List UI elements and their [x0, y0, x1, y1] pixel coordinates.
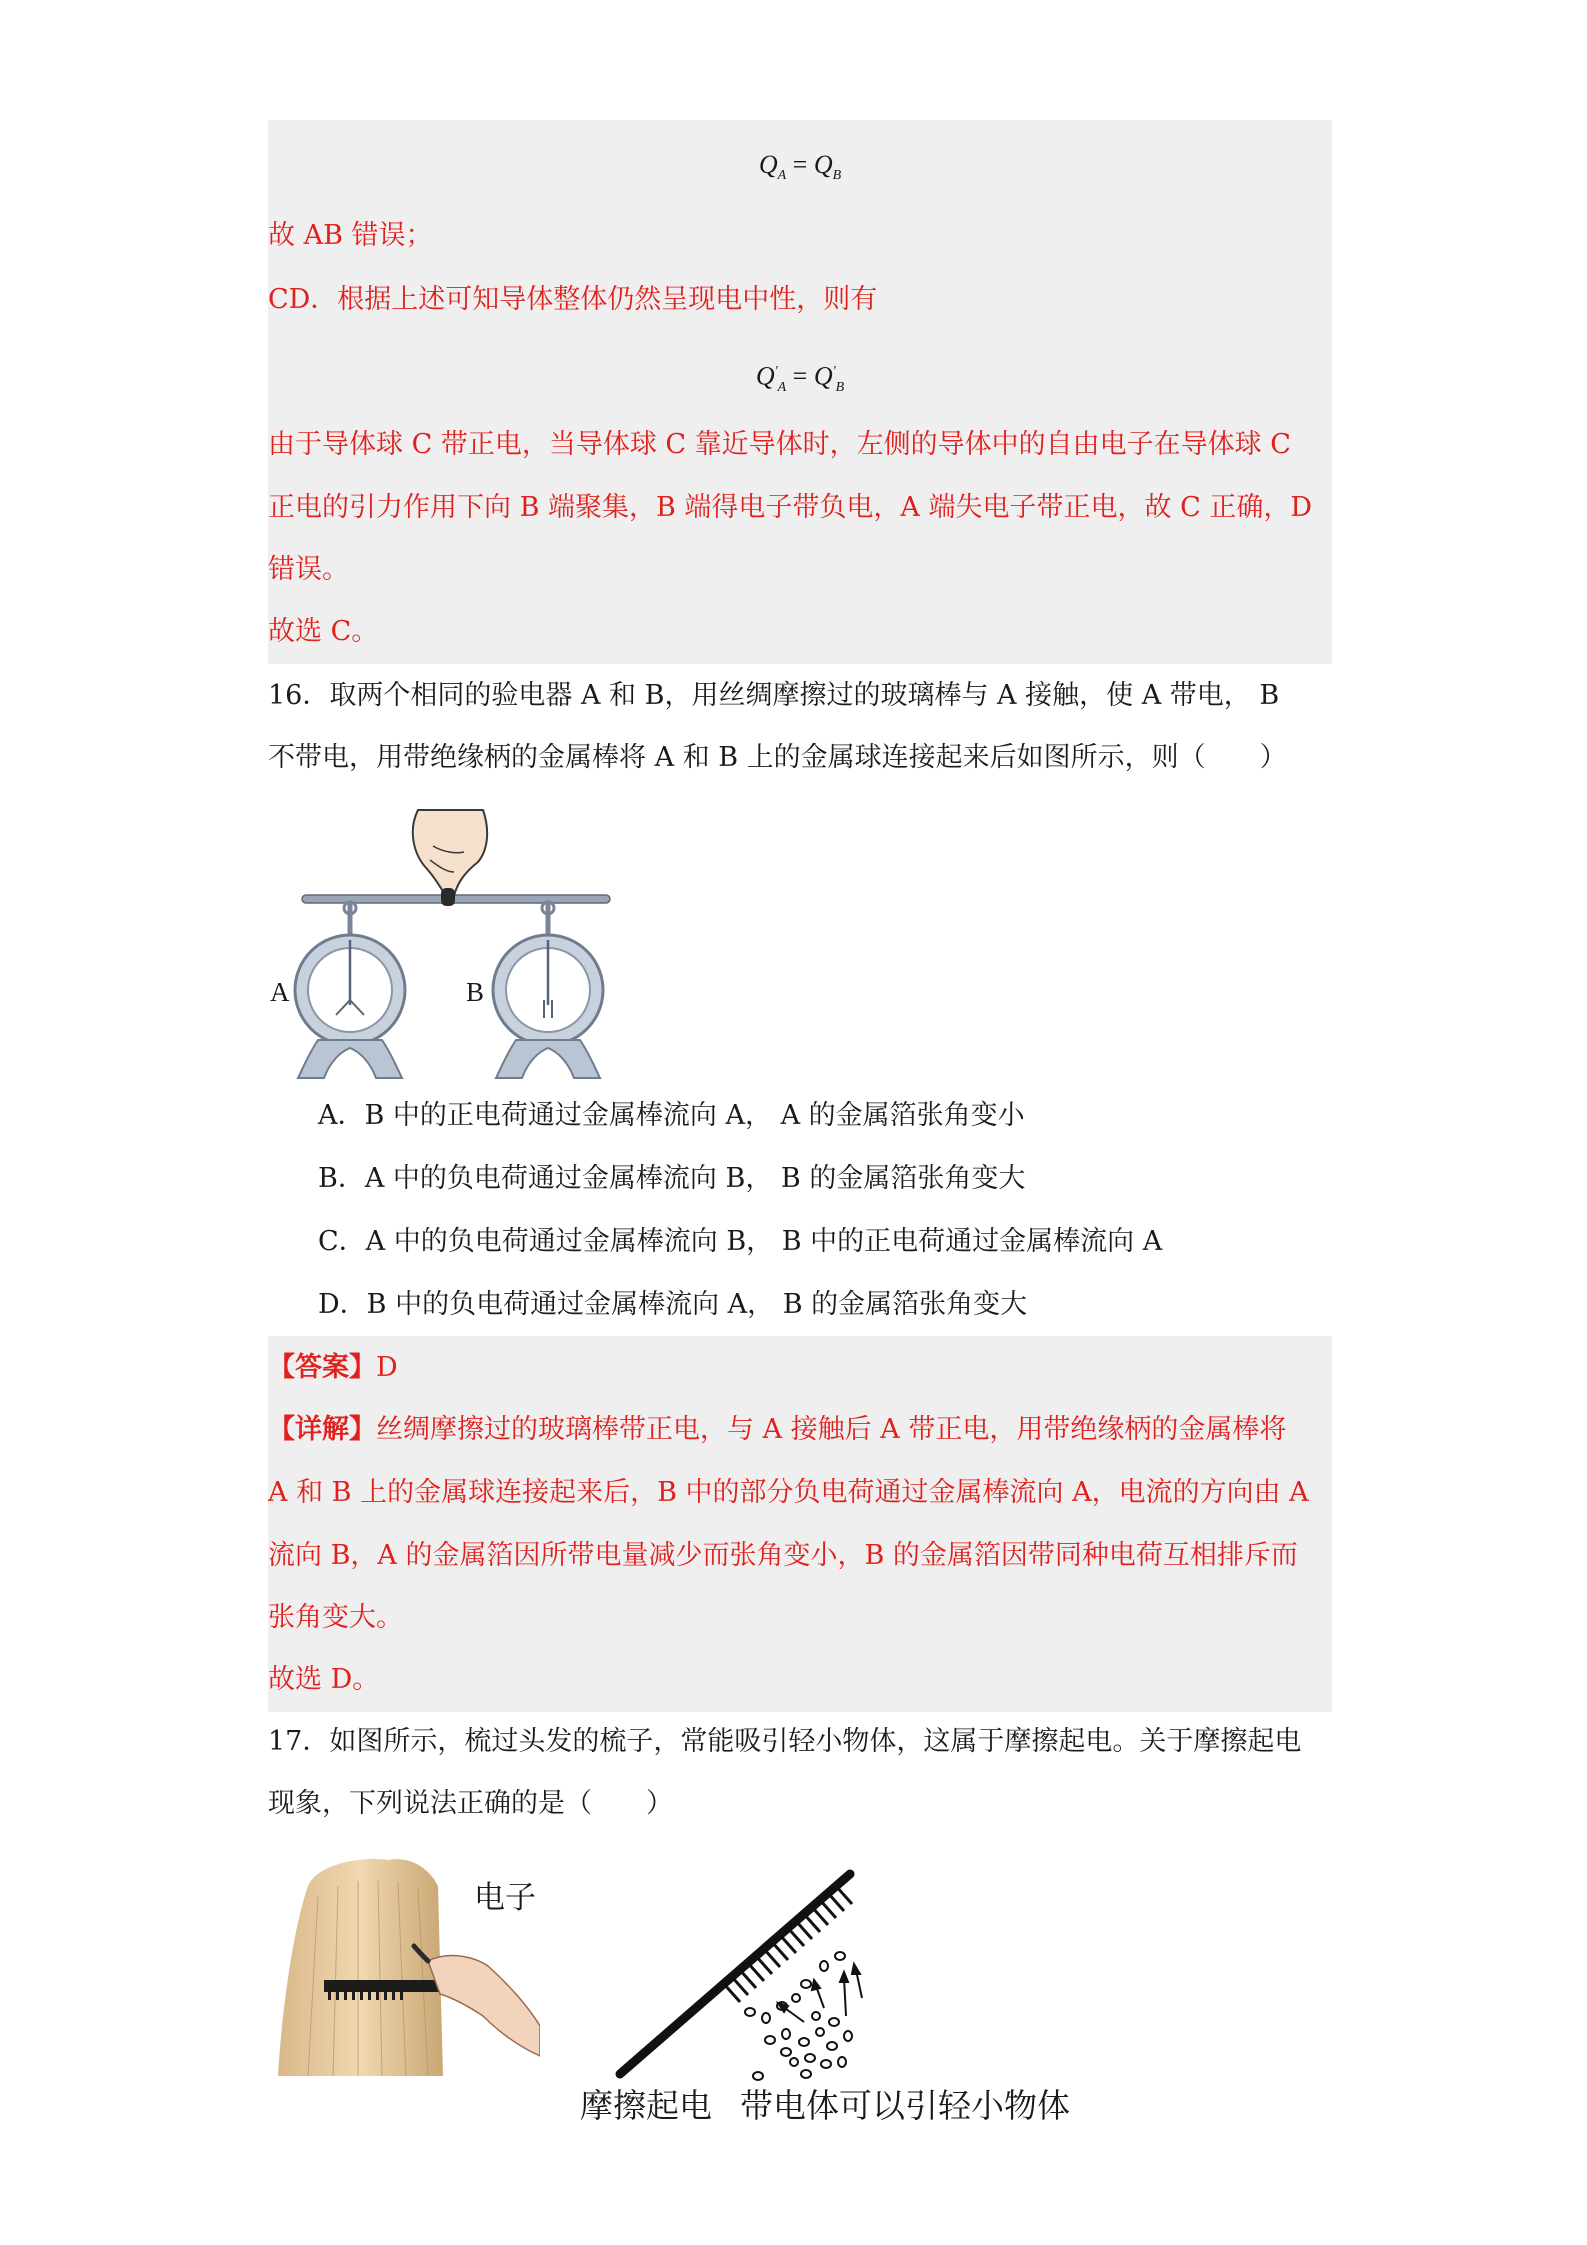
question-16-stem: 不带电，用带绝缘柄的金属棒将 A 和 B 上的金属球连接起来后如图所示，则（ ）: [268, 742, 1287, 773]
solution-line: 由于导体球 C 带正电，当导体球 C 靠近导体时，左侧的导体中的自由电子在导体球 C: [268, 429, 1291, 460]
solution-conclusion: 故选 C。: [268, 616, 379, 647]
detail-line: A 和 B 上的金属球连接起来后，B 中的部分负电荷通过金属棒流向 A，电流的方向由 A: [268, 1477, 1309, 1508]
solution-line: 正电的引力作用下向 B 端聚集，B 端得电子带负电，A 端失电子带正电，故 C 正确，D: [268, 492, 1312, 523]
option-b[interactable]: B．A 中的负电荷通过金属棒流向 B， B 的金属箔张角变大: [318, 1163, 1026, 1194]
comb-teeth: [724, 1886, 852, 2002]
answer-value: D: [376, 1352, 398, 1383]
figure-label-b: B: [466, 977, 485, 1007]
option-c[interactable]: C．A 中的负电荷通过金属棒流向 B， B 中的正电荷通过金属棒流向 A: [318, 1226, 1163, 1257]
comb-attraction-diagram: [610, 1866, 910, 2092]
question-16-stem: 16．取两个相同的验电器 A 和 B，用丝绸摩擦过的玻璃棒与 A 接触，使 A 带电， B: [268, 680, 1280, 711]
solution-line: 错误。: [268, 554, 349, 585]
hand-icon: [413, 810, 487, 906]
hand-icon: [428, 1956, 540, 2056]
detail-line: 张角变大。: [268, 1602, 403, 1633]
question-17-stem: 17．如图所示，梳过头发的梳子，常能吸引轻小物体，这属于摩擦起电。关于摩擦起电: [268, 1726, 1302, 1757]
electroscope-b: [493, 902, 603, 1078]
electroscope-a: [295, 902, 405, 1078]
answer-conclusion: 故选 D。: [268, 1664, 380, 1695]
answer-panel: [268, 1336, 1332, 1712]
equation-induced-charge: $Q'_A = Q'_B$: [755, 361, 845, 395]
detail-line: 流向 B，A 的金属箔因所带电量减少而张角变小，B 的金属箔因带同种电荷互相排斥而: [268, 1540, 1298, 1571]
option-a[interactable]: A．B 中的正电荷通过金属棒流向 A， A 的金属箔张角变小: [318, 1100, 1025, 1131]
solution-line: CD．根据上述可知导体整体仍然呈现电中性，则有: [268, 284, 878, 315]
detail-line: 【详解】丝绸摩擦过的玻璃棒带正电，与 A 接触后 A 带正电，用带绝缘柄的金属棒将: [268, 1414, 1287, 1445]
question-17-stem: 现象，下列说法正确的是（ ）: [268, 1788, 673, 1819]
electroscope-figure: [268, 800, 628, 1080]
small-particles: [745, 1952, 852, 2080]
answer-line: [268, 1348, 398, 1388]
caption-friction-electrification: 摩擦起电: [580, 2086, 712, 2125]
equation-charge-balance: $Q_A = Q_B$: [758, 150, 842, 184]
solution-line: 故 AB 错误；: [268, 220, 433, 251]
caption-charged-body-attracts: 带电体可以引轻小物体: [740, 2086, 1070, 2125]
comb-spine: [620, 1874, 850, 2074]
figure-label-a: A: [270, 977, 290, 1007]
option-d[interactable]: D．B 中的负电荷通过金属棒流向 A， B 的金属箔张角变大: [318, 1289, 1028, 1320]
comb-icon: [324, 1980, 454, 1992]
answer-tag: 【答案】: [268, 1352, 376, 1383]
detail-tag: 【详解】: [268, 1414, 376, 1445]
photo-label-electron: 电子: [474, 1880, 536, 1916]
